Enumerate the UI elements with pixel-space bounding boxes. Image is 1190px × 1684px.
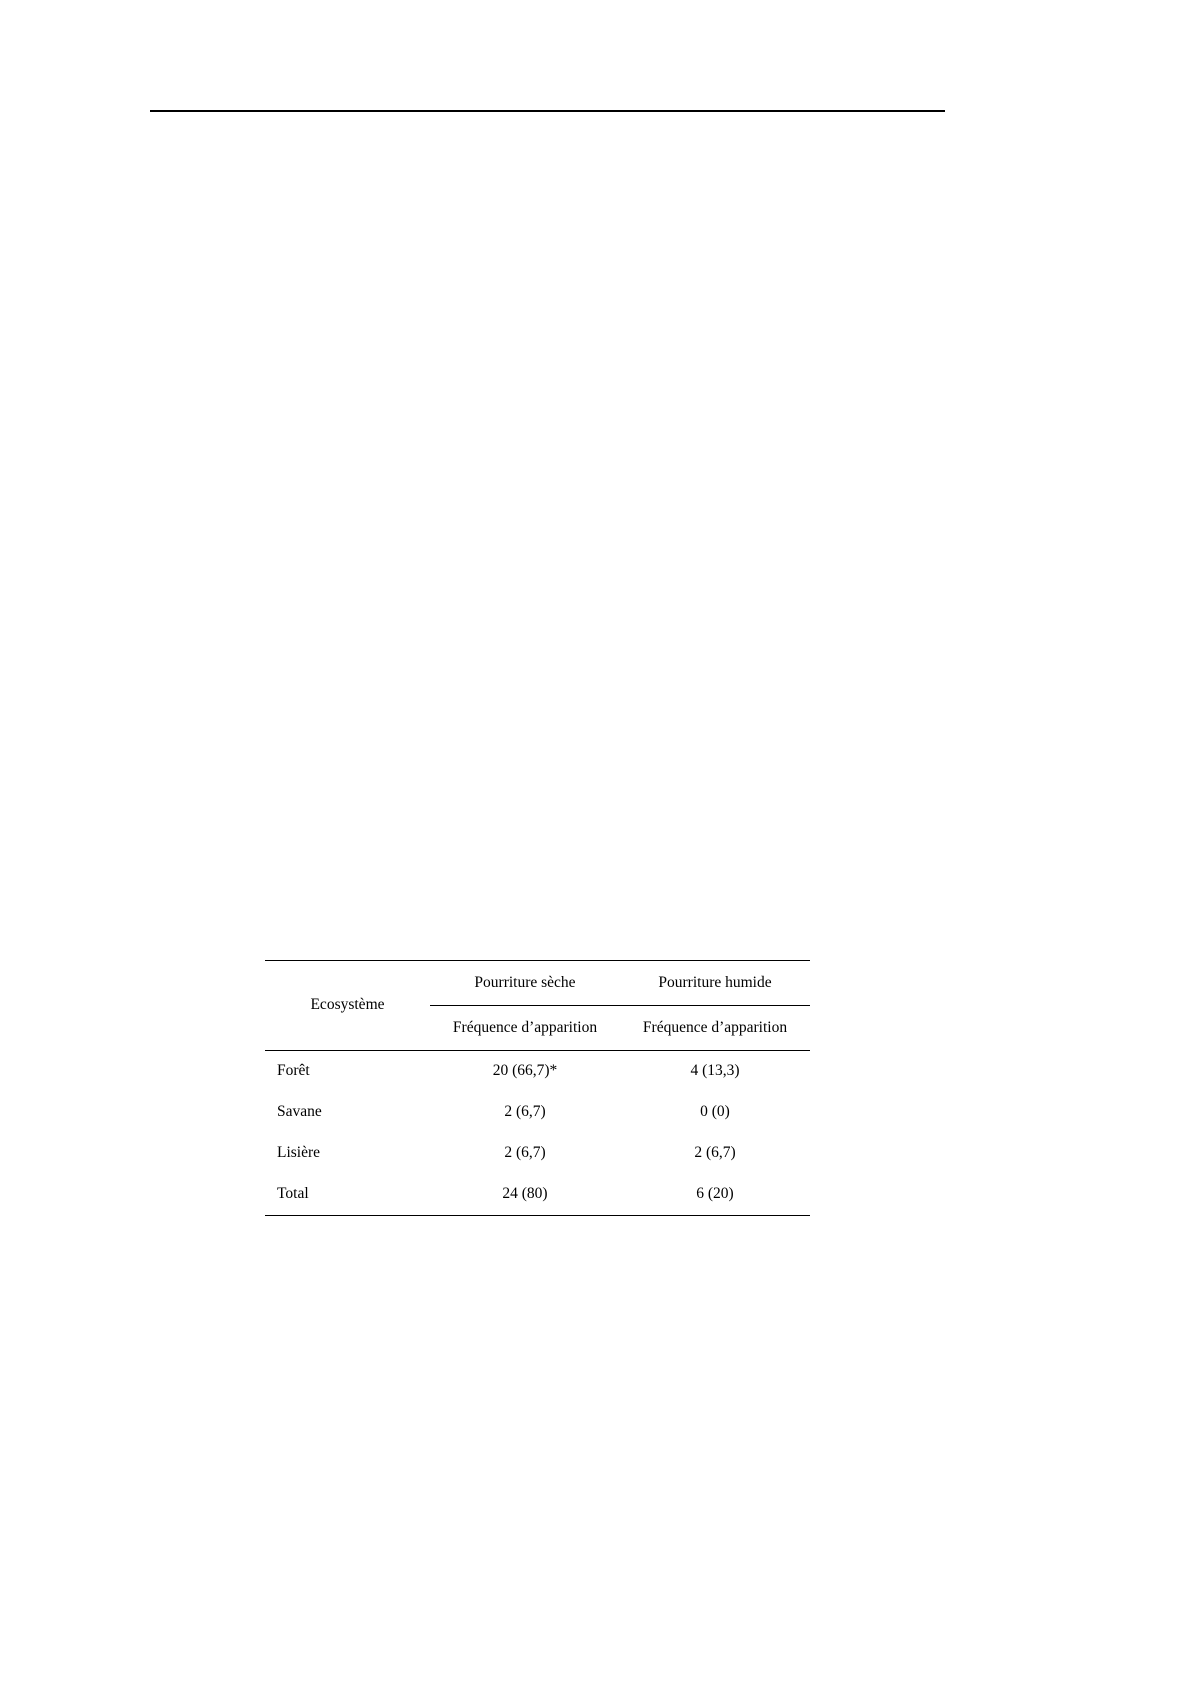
row-label-foret: Forêt xyxy=(265,1051,430,1093)
table-container xyxy=(265,960,810,1216)
cell-foret-wet: 4 (13,3) xyxy=(620,1051,810,1093)
header-rule xyxy=(150,110,945,112)
cell-total-wet: 6 (20) xyxy=(620,1174,810,1216)
cell-savane-dry: 2 (6,7) xyxy=(504,1103,546,1121)
cell-lisiere-wet: 2 (6,7) xyxy=(694,1144,736,1162)
row-header-label: Ecosystème xyxy=(265,961,430,1051)
row-label-savane: Savane xyxy=(277,1103,322,1121)
cell-total-dry: 24 (80) xyxy=(430,1174,620,1216)
sub-header-dry: Fréquence d’apparition xyxy=(430,1006,620,1051)
cell-lisiere-dry: 2 (6,7) xyxy=(504,1144,546,1162)
sub-header-wet: Fréquence d’apparition xyxy=(620,1006,810,1051)
group-header-dry: Pourriture sèche xyxy=(430,961,620,1006)
table-group-header-row xyxy=(265,961,810,1006)
row-label-total: Total xyxy=(265,1174,430,1216)
table-row xyxy=(265,1133,810,1174)
cell-foret-dry: 20 (66,7)* xyxy=(430,1051,620,1093)
cell-savane-wet: 0 (0) xyxy=(700,1103,730,1121)
group-header-wet: Pourriture humide xyxy=(620,961,810,1006)
frequency-table xyxy=(265,960,810,1216)
table-row xyxy=(265,1092,810,1133)
row-label-lisiere: Lisière xyxy=(277,1144,321,1162)
table-row xyxy=(265,1051,810,1093)
table-row xyxy=(265,1174,810,1216)
